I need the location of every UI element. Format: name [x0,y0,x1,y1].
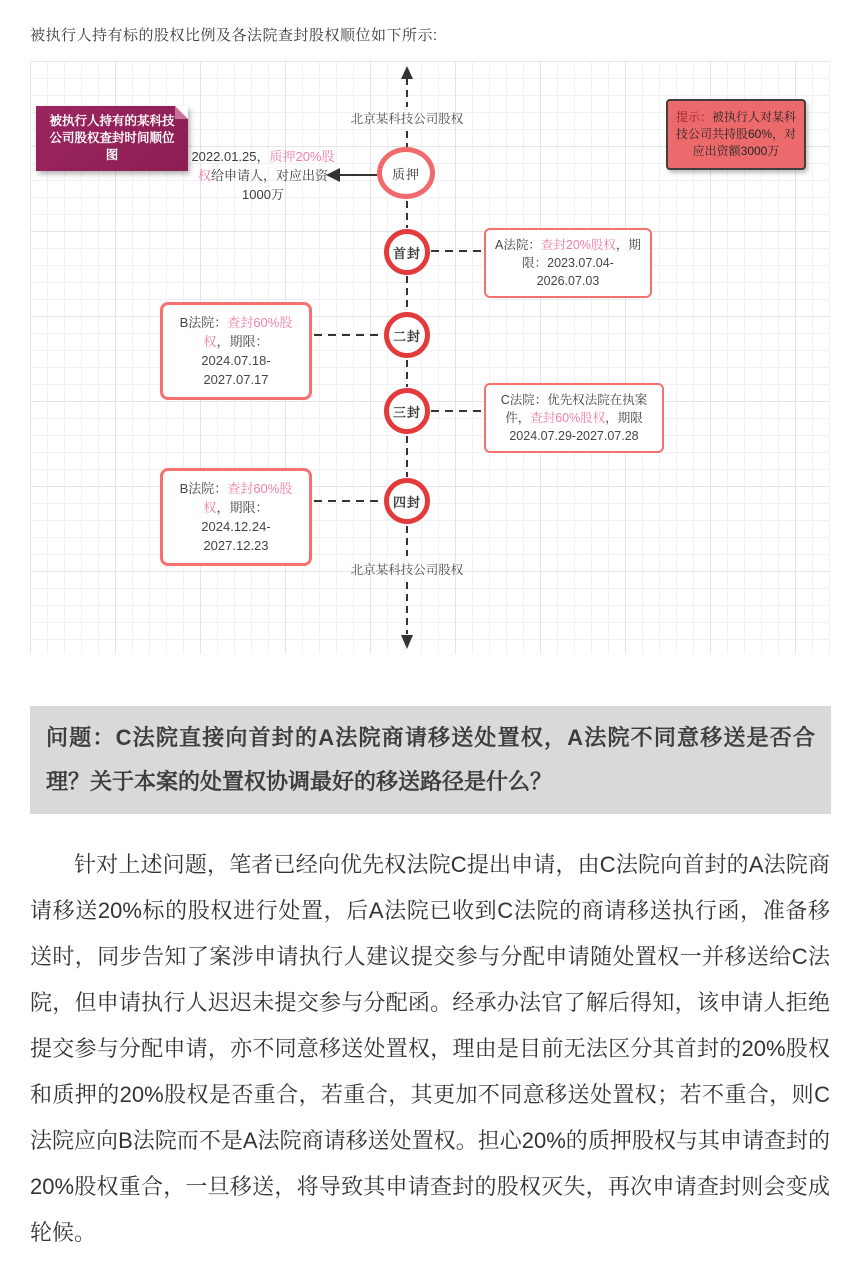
node-second-seal: 二封 [384,312,430,358]
tip-box [666,99,806,170]
court-c-pre: C法院：优先权法院在执案件， [500,393,648,425]
axis-label-bottom: 北京某科技公司股权 [350,563,464,577]
question-block: 问题：C法院直接向首封的A法院商请移送处置权，A法院不同意移送是否合理？关于本案的处置权协调最好的移送路径是什么？ [30,706,831,814]
fold-corner-cut [175,106,188,119]
court-a-highlight: 查封20%股权 [540,238,616,252]
arrowhead-down-icon [401,635,413,649]
note-box-court-a [484,228,652,298]
court-b1-post: ，期限：2024.07.18-2027.07.17 [201,334,271,387]
tip-text: 被执行人对某科技公司共持股60%，对应出资额3000万 [675,110,797,158]
axis-label-top: 北京某科技公司股权 [350,112,464,126]
intro-text: 被执行人持有标的股权比例及各法院查封股权顺位如下所示: [30,27,438,44]
article-paragraph: 针对上述问题，笔者已经向优先权法院C提出申请，由C法院向首封的A法院商请移送20%标的股权进行处置，后A法院已收到C法院的商请移送执行函，准备移送时，同步告知了案涉申请执行人建议提交参与分配申请随处置权一并移送给C法院，但申请执行人迟迟未提交参与分配函。经承办法官了解后得知，该申请人拒绝提交参与分配申请，亦不同意移送处置权，理由是目前无法区分其首封的20%股权和质押的20%股权是否重合，若重合，其更加不同意移送处置权；若不重合，则C法院应向B法院而不是A法院商请移送处置权。担心20%的质押股权与其申请查封的20%股权重合，一旦移送，将导致其申请查封的股权灭失，再次申请查封则会变成轮候。 [30,852,830,1245]
diagram-title-text: 被执行人持有的某科技公司股权查封时间顺位图 [49,114,175,162]
court-a-post: ，期限：2023.07.04-2026.07.03 [522,238,641,288]
court-b1-pre: B法院： [179,315,228,330]
court-c-post: ，期限 2024.07.29-2027.07.28 [509,411,643,443]
court-b2-pre: B法院： [179,481,228,496]
node-pledge: 质押 [377,147,435,199]
node-first-seal: 首封 [384,229,430,275]
court-b2-highlight: 查封60%股权 [203,481,293,515]
diagram-title-box [36,106,188,171]
court-b1-highlight: 查封60%股权 [203,315,293,349]
node-third-seal: 三封 [384,388,430,434]
node-fourth-seal: 四封 [384,478,430,524]
seizure-timeline-diagram [30,61,830,654]
tip-label: 提示： [675,110,712,124]
pledge-note-post: 给申请人，对应出资1000万 [211,168,329,202]
note-box-court-b-fourth [160,468,312,566]
pledge-note-pre: 2022.01.25， [191,149,270,164]
note-box-court-c [484,383,664,453]
court-b2-post: ，期限：2024.12.24-2027.12.23 [201,500,271,553]
court-a-pre: A法院： [495,238,541,252]
arrowhead-up-icon [401,66,413,79]
pledge-note-highlight: 质押20%股权 [197,149,335,183]
court-c-highlight: 查封60%股权 [530,411,606,425]
note-box-court-b-second [160,302,312,400]
pledge-note [188,147,338,204]
